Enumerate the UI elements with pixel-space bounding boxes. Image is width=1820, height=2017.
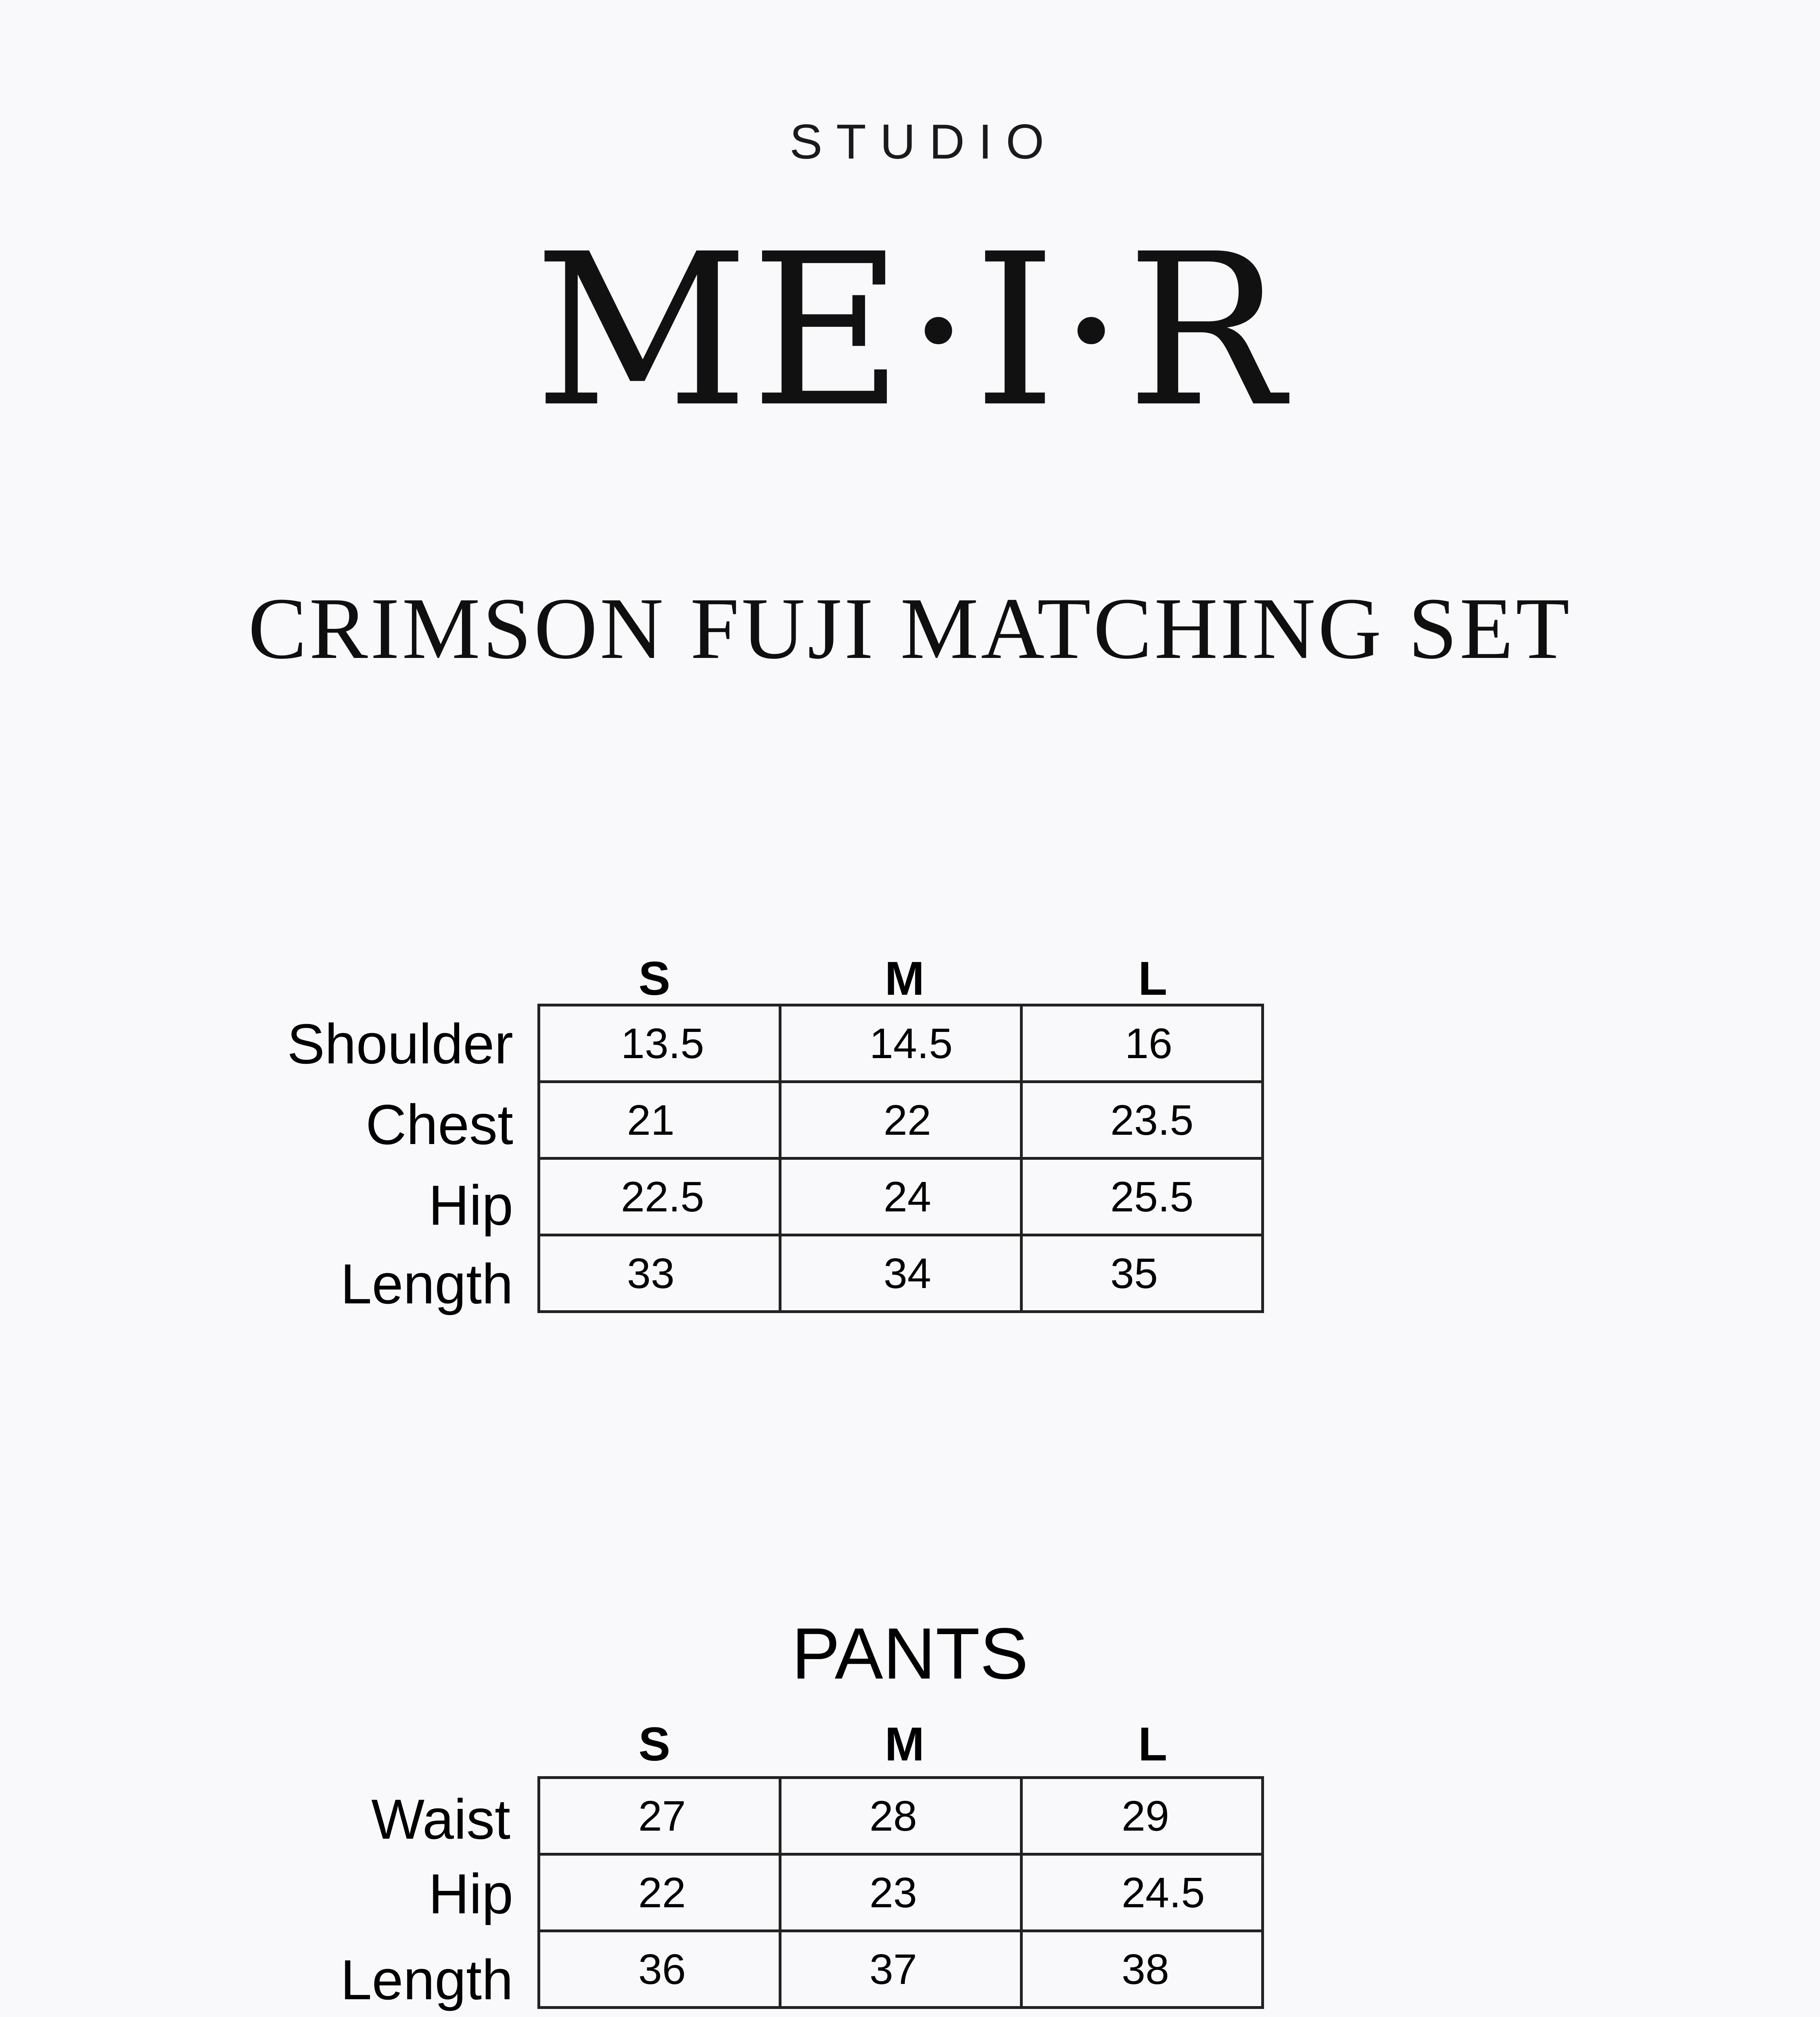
brand-logo: ME·I·R [534,209,1286,453]
table-cell [780,1931,1022,2008]
cell-value: 36 [638,1945,686,1993]
cell-value: 33 [627,1249,675,1297]
cell-value: 34 [884,1249,931,1297]
top-row-label-hip: Hip [428,1173,513,1237]
cell-value: 23 [869,1869,917,1917]
table-cell [780,1854,1022,1931]
table-row [539,1159,1263,1235]
cell-value: 28 [869,1792,917,1840]
cell-value: 22 [884,1096,931,1144]
cell-value: 22 [638,1869,686,1917]
table-cell [1022,1235,1263,1312]
table-cell [1022,1778,1263,1854]
table-row [539,1235,1263,1312]
table-cell [539,1082,780,1159]
top-size-header-s: S [638,952,671,1005]
cell-value: 29 [1122,1792,1169,1840]
pants-row-label-length: Length [340,1948,513,2011]
cell-value: 14.5 [869,1019,953,1067]
pants-size-header-m: M [884,1718,925,1771]
cell-value: 25.5 [1110,1173,1194,1221]
table-row [539,1931,1263,2008]
table-cell [1022,1005,1263,1082]
top-row-label-chest: Chest [366,1093,513,1156]
table-cell [539,1931,780,2008]
table-cell [1022,1931,1263,2008]
product-title: CRIMSON FUJI MATCHING SET [248,580,1572,677]
cell-value: 24.5 [1122,1869,1205,1917]
table-cell [1022,1159,1263,1235]
pants-size-header-s: S [638,1718,671,1771]
cell-value: 37 [869,1945,917,1993]
table-cell [539,1159,780,1235]
top-row-label-length: Length [340,1252,513,1315]
cell-value: 27 [638,1792,686,1840]
cell-value: 21 [627,1096,675,1144]
pants-row-label-hip: Hip [428,1862,513,1925]
table-cell [780,1159,1022,1235]
table-row [539,1082,1263,1159]
table-cell [539,1778,780,1854]
cell-value: 13.5 [621,1019,704,1067]
cell-value: 23.5 [1110,1096,1194,1144]
table-row [539,1778,1263,1854]
cell-value: 38 [1122,1945,1169,1993]
cell-value: 22.5 [621,1173,704,1221]
table-cell [539,1854,780,1931]
table-cell [780,1005,1022,1082]
table-cell [539,1005,780,1082]
top-size-table [537,1004,1264,1313]
top-size-header-m: M [884,952,925,1005]
table-cell [780,1778,1022,1854]
brand-prefix: STUDIO [790,114,1058,169]
table-cell [539,1235,780,1312]
table-cell [780,1235,1022,1312]
pants-size-table [537,1776,1264,2009]
pants-heading: PANTS [792,1613,1028,1694]
table-row [539,1854,1263,1931]
top-row-label-shoulder: Shoulder [287,1012,513,1075]
table-cell [780,1082,1022,1159]
cell-value: 24 [884,1173,931,1221]
table-cell [1022,1082,1263,1159]
pants-size-header-l: L [1138,1718,1168,1771]
pants-row-label-waist: Waist [371,1787,510,1851]
table-cell [1022,1854,1263,1931]
cell-value: 35 [1110,1249,1158,1297]
cell-value: 16 [1125,1019,1172,1067]
top-size-header-l: L [1138,952,1168,1005]
table-row [539,1005,1263,1082]
